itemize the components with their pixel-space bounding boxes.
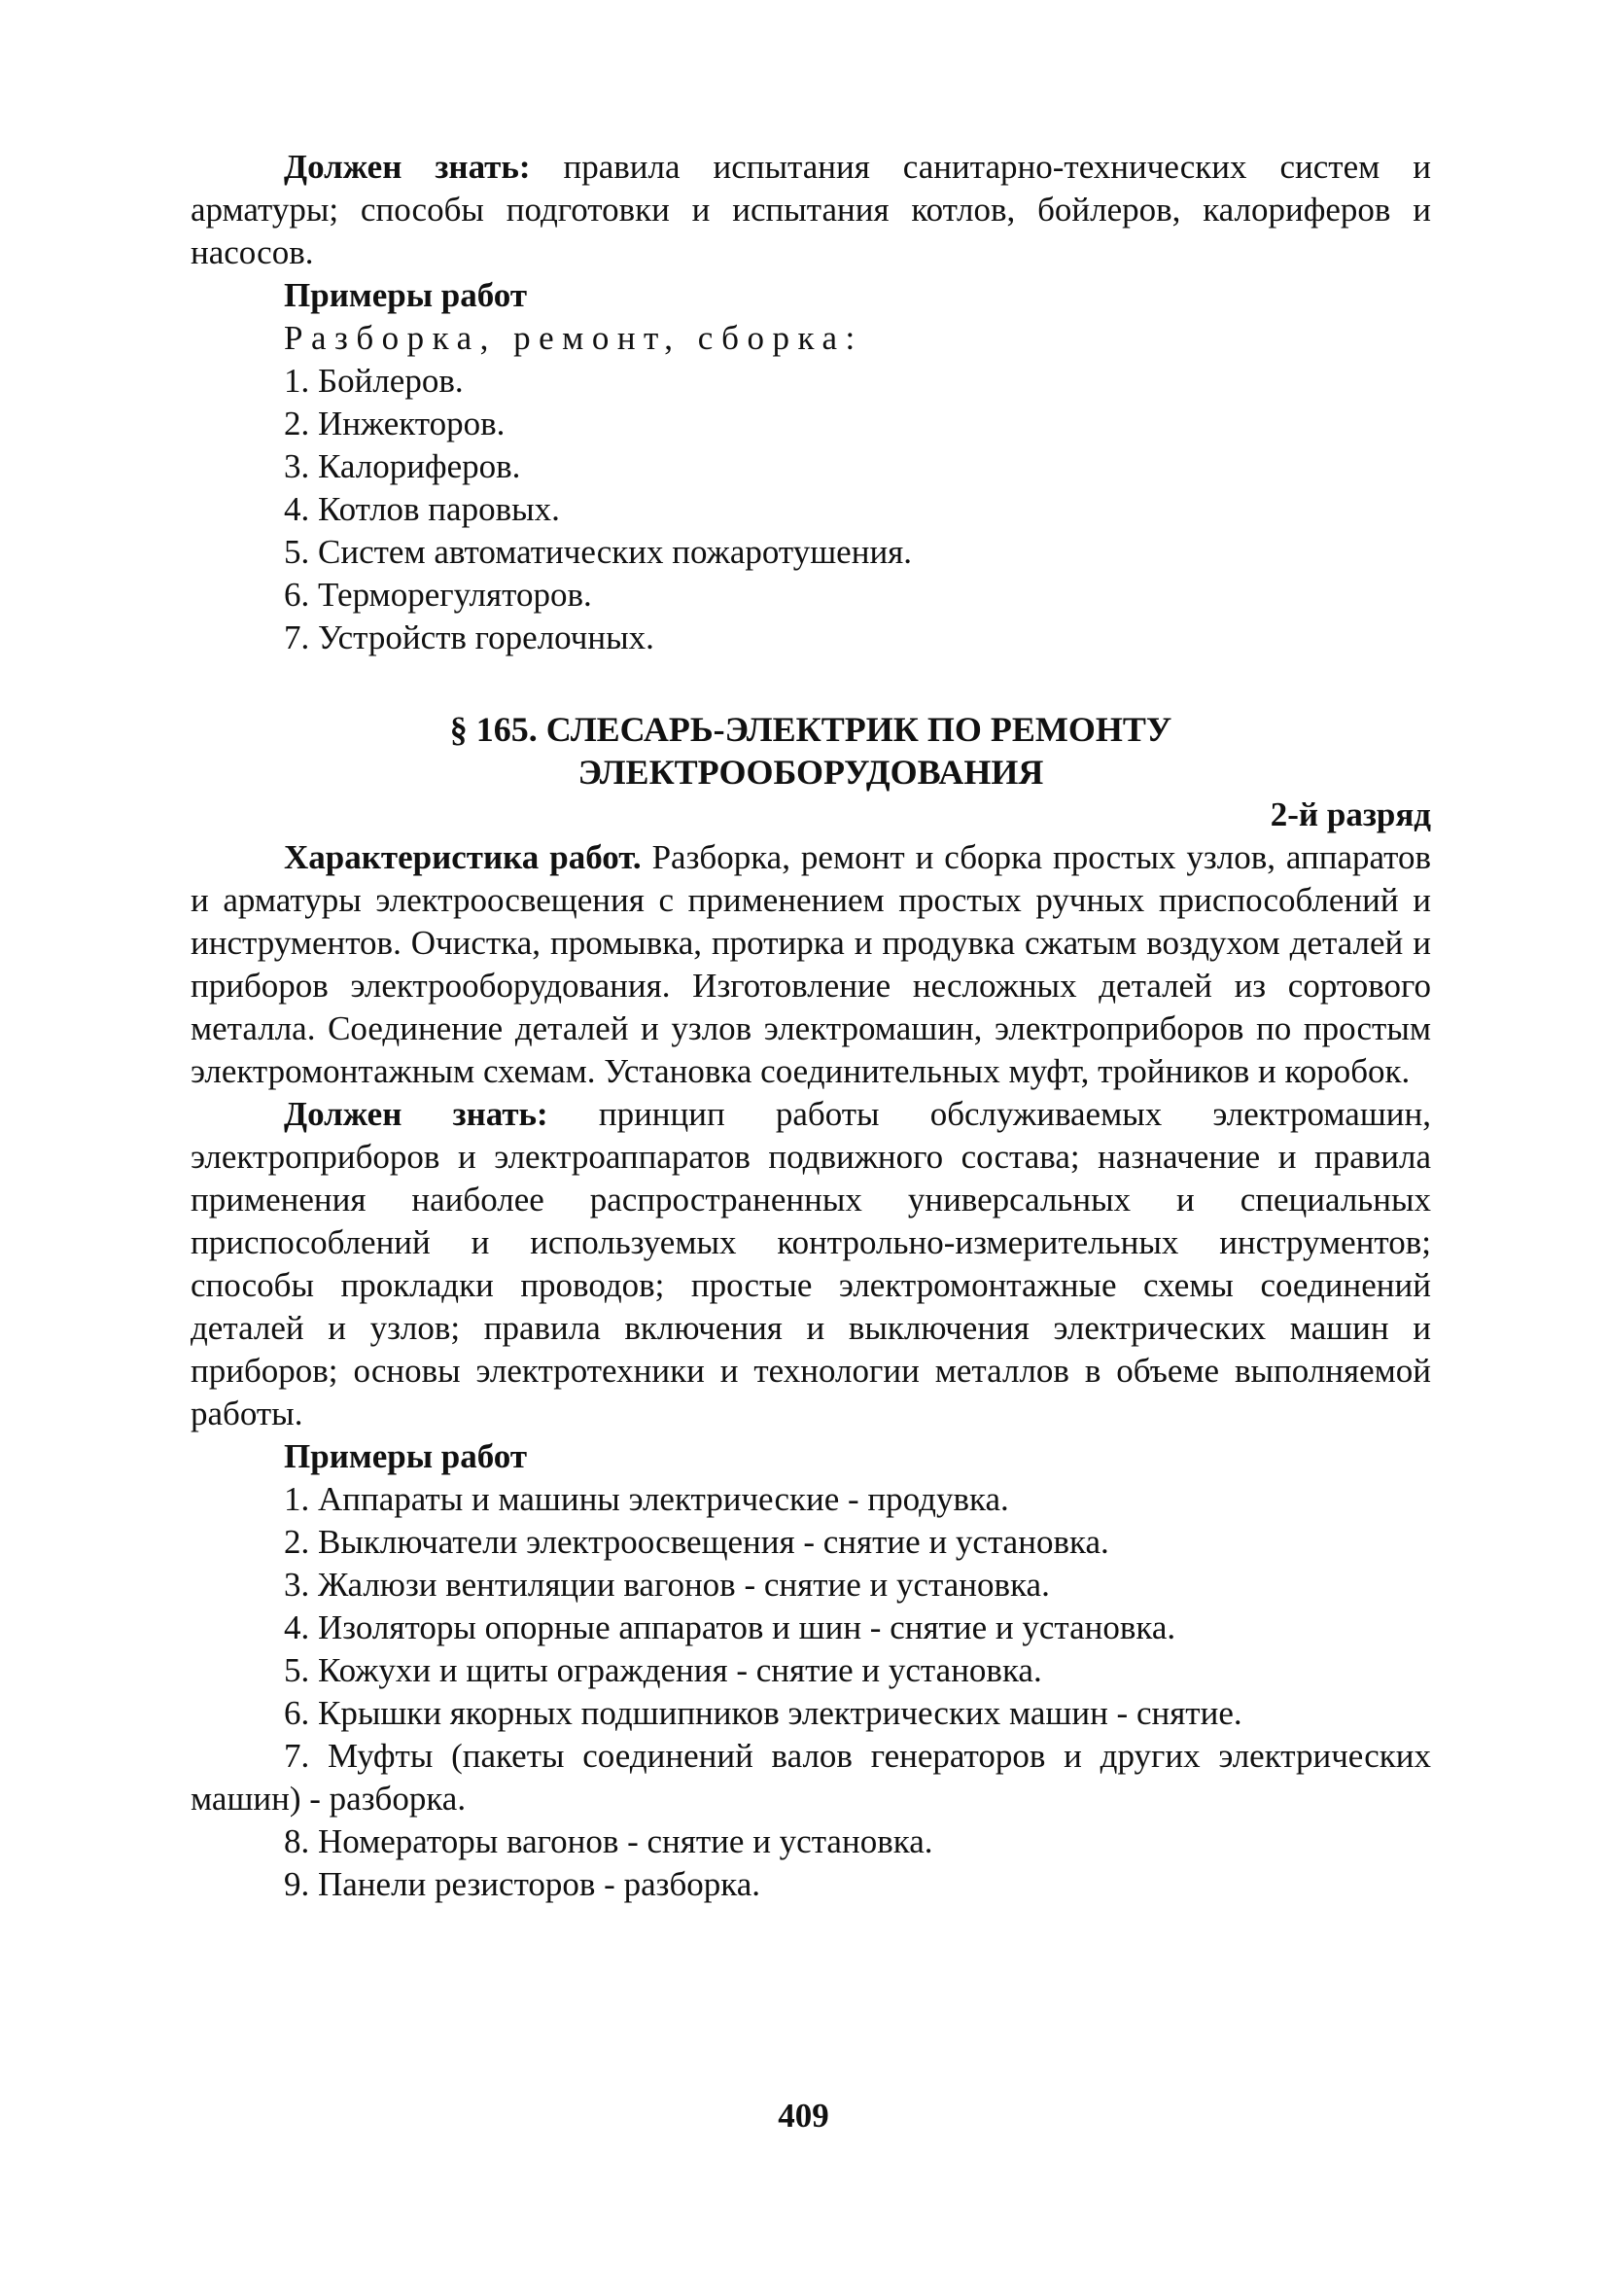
list-item: 5. Систем автоматических пожаротушения. (284, 533, 913, 571)
section-title-line-1: § 165. СЛЕСАРЬ-ЭЛЕКТРИК ПО РЕМОНТУ (449, 710, 1172, 749)
section-must-know-paragraph (191, 1093, 1431, 1435)
characteristics-label: Характеристика работ. (284, 838, 642, 876)
must-know-text: правила испытания санитарно-технических систем и арматуры; способы подготовки и испытания котлов, бойлеров, калориферов и насосов. (191, 148, 1431, 271)
examples-intro: Разборка, ремонт, сборка: (284, 319, 863, 357)
characteristics-text: Разборка, ремонт и сборка простых узлов, аппаратов и арматуры электроосвещения с применением простых ручных приспособлений и инструментов. Очистка, промывка, протирка и продувка сжатым воздухом деталей и приборов электрооборудования. Изготовление несложных деталей из сортового металла. Соединение деталей и узлов электромашин, электроприборов по простым электромонтажным схемам. Установка соединительных муфт, тройников и коробок. (191, 838, 1431, 1090)
page-number: 409 (778, 2097, 829, 2135)
list-item: 9. Панели резисторов - разборка. (284, 1865, 761, 1903)
list-item: 7. Муфты (пакеты соединений валов генераторов и других электрических машин) - разборка. (191, 1737, 1431, 1818)
top-examples-list (191, 360, 1431, 659)
must-know-label: Должен знать: (284, 148, 531, 186)
list-item: 4. Котлов паровых. (284, 490, 560, 528)
section-title-line-2: ЭЛЕКТРООБОРУДОВАНИЯ (577, 753, 1044, 792)
section-examples-list (191, 1478, 1431, 1906)
list-item: 1. Аппараты и машины электрические - продувка. (284, 1480, 1009, 1518)
section-title (191, 708, 1431, 794)
list-item: 5. Кожухи и щиты ограждения - снятие и установка. (284, 1651, 1042, 1689)
list-item: 2. Инжекторов. (284, 405, 506, 442)
list-item: 6. Терморегуляторов. (284, 576, 592, 614)
list-item: 3. Жалюзи вентиляции вагонов - снятие и установка. (284, 1566, 1050, 1604)
section-examples-heading: Примеры работ (284, 1437, 528, 1475)
list-item: 1. Бойлеров. (284, 362, 464, 400)
list-item: 6. Крышки якорных подшипников электрических машин - снятие. (284, 1694, 1242, 1732)
section-must-know-text: принцип работы обслуживаемых электромашин, электроприборов и электроаппаратов подвижного состава; назначение и правила применения наиболее распространенных универсальных и специальных приспособлений и используемых контрольно-измерительных инструментов; способы прокладки проводов; простые электромонтажные схемы соединений деталей и узлов; правила включения и выключения электрических машин и приборов; основы электротехники и технологии металлов в объеме выполняемой работы. (191, 1095, 1431, 1432)
section-must-know-label: Должен знать: (284, 1095, 548, 1133)
list-item: 8. Номераторы вагонов - снятие и установка. (284, 1822, 933, 1860)
list-item: 4. Изоляторы опорные аппаратов и шин - снятие и установка. (284, 1608, 1176, 1646)
examples-heading: Примеры работ (284, 276, 528, 314)
list-item: 3. Калориферов. (284, 447, 521, 485)
list-item: 2. Выключатели электроосвещения - снятие и установка. (284, 1523, 1109, 1561)
list-item: 7. Устройств горелочных. (284, 618, 654, 656)
must-know-paragraph (191, 146, 1431, 274)
document-page (191, 146, 1431, 1906)
rank-label: 2-й разряд (1270, 795, 1431, 833)
characteristics-paragraph (191, 836, 1431, 1093)
